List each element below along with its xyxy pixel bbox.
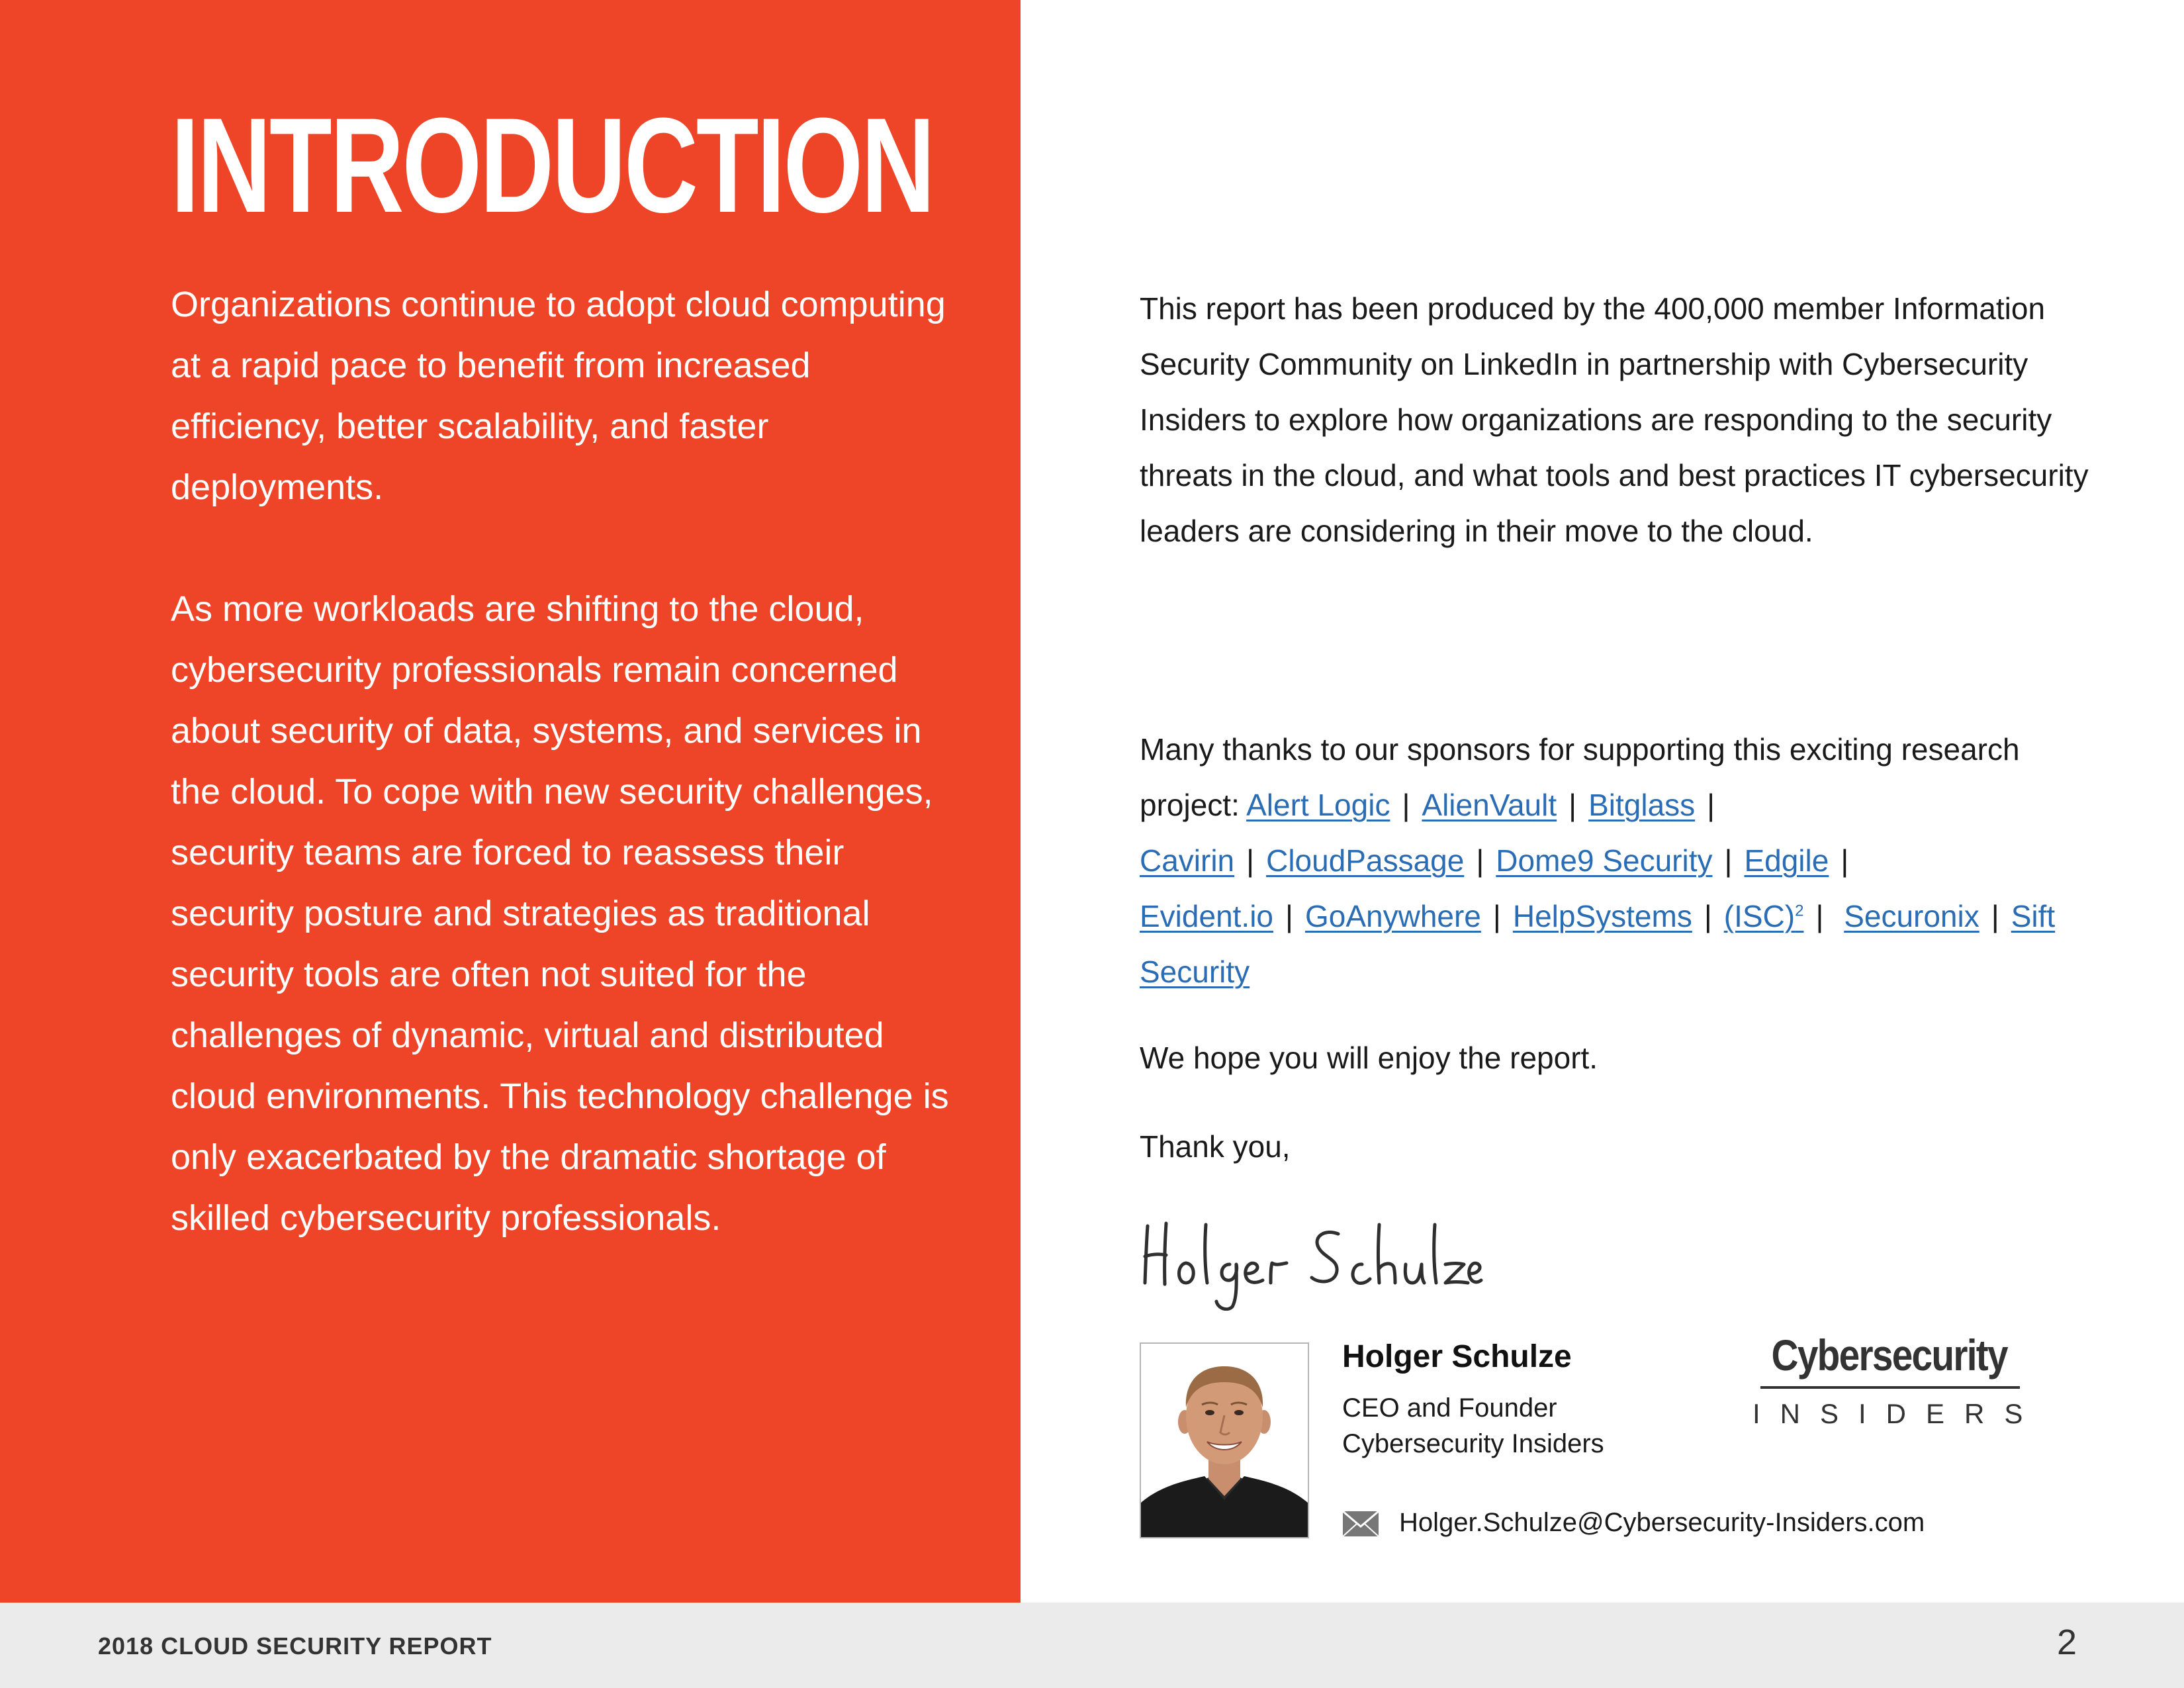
- sponsor-link-dome9-security[interactable]: Dome9 Security: [1496, 843, 1713, 878]
- logo-wordmark: Cybersecurity: [1771, 1331, 2007, 1380]
- author-name: Holger Schulze: [1342, 1339, 1572, 1374]
- author-photo: [1140, 1342, 1309, 1538]
- footer: [0, 1603, 2184, 1688]
- intro-text: [171, 274, 952, 1248]
- sponsor-link-bitglass[interactable]: Bitglass: [1588, 788, 1696, 822]
- separator: |: [1724, 843, 1733, 878]
- thanks-text: Thank you,: [1140, 1129, 1291, 1164]
- sponsor-link-edgile[interactable]: Edgile: [1744, 843, 1829, 878]
- sponsor-link-alienvault[interactable]: AlienVault: [1422, 788, 1557, 822]
- separator: |: [1569, 788, 1577, 822]
- sponsor-link-evident-io[interactable]: Evident.io: [1140, 899, 1274, 933]
- logo-rule: [1760, 1386, 2020, 1389]
- separator: |: [1285, 899, 1293, 933]
- isc-label: (ISC): [1723, 899, 1796, 933]
- sponsors-intro: Many thanks to our sponsors for supporting this exciting research project:: [1140, 732, 2020, 822]
- sponsors-text: [1140, 722, 2106, 1000]
- report-description: [1140, 281, 2106, 559]
- cybersecurity-insiders-logo: [1752, 1331, 2043, 1436]
- report-description-text: This report has been produced by the 400,000 member Information Security Community on LinkedIn in partnership with Cybersecurity Insiders to explore how organizations are responding to the security threats in the cloud, and what tools and best practices IT cybersecurity leaders are considering in their move to the cloud.: [1140, 291, 2089, 548]
- thanks-paragraph: [1140, 1119, 2106, 1174]
- separator: |: [1492, 899, 1501, 933]
- intro-paragraph-1: Organizations continue to adopt cloud computing at a rapid pace to benefit from increased efficiency, better scalability, and faster deployments.: [171, 285, 946, 507]
- separator: |: [1815, 899, 1824, 933]
- sponsor-link-isc2[interactable]: [1724, 899, 1804, 933]
- sponsor-link-helpsystems[interactable]: HelpSystems: [1512, 899, 1692, 933]
- page-number: 2: [2056, 1622, 2077, 1662]
- separator: |: [1991, 899, 1999, 933]
- signature-image: [1140, 1198, 1484, 1311]
- separator: |: [1704, 899, 1712, 933]
- author-email[interactable]: Holger.Schulze@Cybersecurity-Insiders.com: [1399, 1508, 1925, 1537]
- closing-paragraph: [1140, 1030, 2106, 1086]
- sponsor-link-alert-logic[interactable]: Alert Logic: [1246, 788, 1390, 822]
- sponsor-link-sift-security[interactable]: Sift Security: [1140, 899, 2056, 989]
- isc-superscript: 2: [1795, 902, 1804, 920]
- separator: |: [1246, 843, 1255, 878]
- page-title: INTRODUCTION: [171, 90, 934, 241]
- sponsor-link-cloudpassage[interactable]: CloudPassage: [1266, 843, 1465, 878]
- separator: |: [1707, 788, 1715, 822]
- logo-subtitle: INSIDERS: [1752, 1398, 2043, 1429]
- sponsors-paragraph: [1140, 722, 2106, 1000]
- intro-paragraph-2: As more workloads are shifting to the cloud, cybersecurity professionals remain concerned about security of data, systems, and services in the cloud. To cope with new security challenges, security teams are forced to reassess their security posture and strategies as traditional security tools are often not suited for the challenges of dynamic, virtual and distributed cloud environments. This technology challenge is only exacerbated by the dramatic shortage of skilled cybersecurity professionals.: [171, 589, 949, 1238]
- author-organization: Cybersecurity Insiders: [1342, 1429, 1604, 1458]
- author-portrait-image: [1141, 1344, 1308, 1537]
- intro-panel: [0, 0, 1021, 1603]
- sponsor-link-goanywhere[interactable]: GoAnywhere: [1304, 899, 1481, 933]
- envelope-icon: [1342, 1511, 1379, 1537]
- sponsor-link-cavirin[interactable]: Cavirin: [1140, 843, 1235, 878]
- footer-report-title: 2018 CLOUD SECURITY REPORT: [98, 1632, 492, 1660]
- sponsor-link-securonix[interactable]: Securonix: [1844, 899, 1979, 933]
- separator: |: [1841, 843, 1849, 878]
- author-role: CEO and Founder: [1342, 1393, 1557, 1423]
- separator: |: [1402, 788, 1410, 822]
- closing-text: We hope you will enjoy the report.: [1140, 1041, 1598, 1075]
- separator: |: [1476, 843, 1484, 878]
